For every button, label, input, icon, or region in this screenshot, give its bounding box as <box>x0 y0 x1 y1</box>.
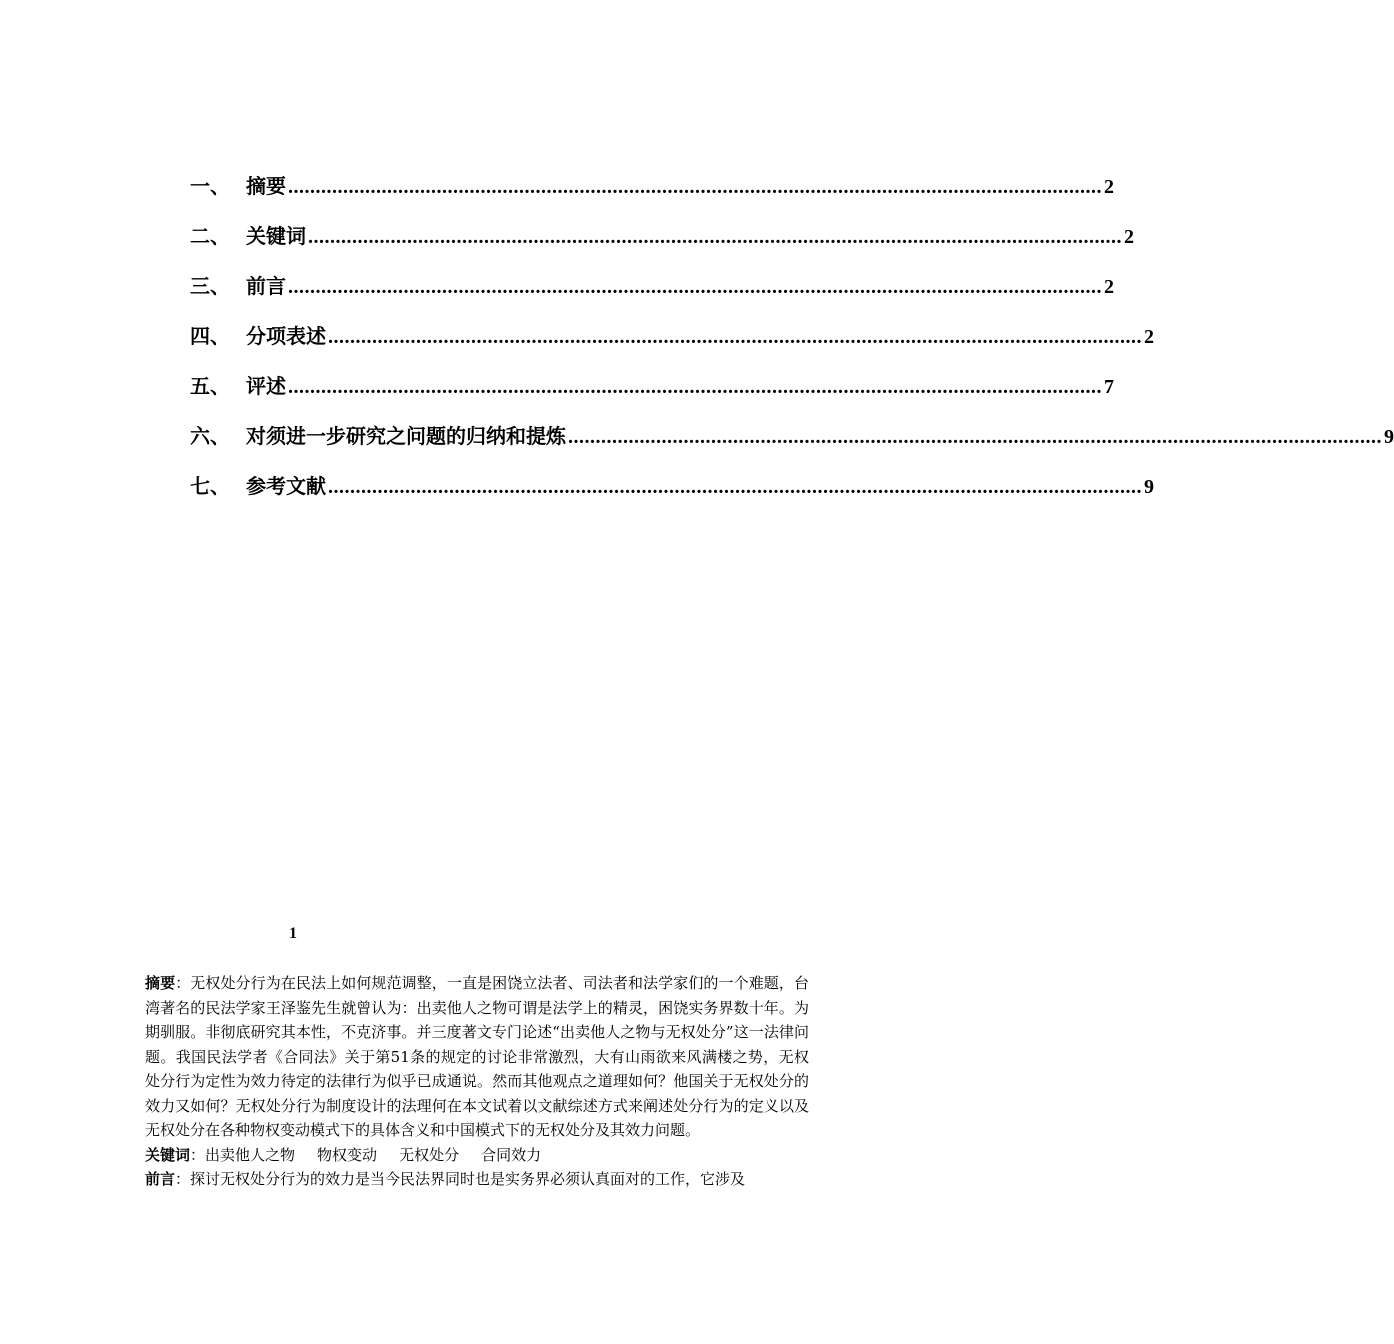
toc-entry-title: 前言 <box>246 274 286 298</box>
toc-leader-dots: .................................................................................................................................................... <box>568 426 1382 448</box>
toc-entry[interactable] <box>190 370 1114 420</box>
toc-entry-number: 七、 <box>190 474 230 498</box>
toc-leader-dots: .................................................................................................................................................... <box>288 276 1102 298</box>
toc-entry-title: 分项表述 <box>246 324 326 348</box>
toc-entry[interactable] <box>190 470 1154 520</box>
toc-entry[interactable] <box>190 320 1154 370</box>
toc-leader-dots: .................................................................................................................................................... <box>288 176 1102 198</box>
preface-paragraph <box>145 1167 809 1192</box>
toc-entry-number: 二、 <box>190 224 230 248</box>
toc-leader-dots: .................................................................................................................................................... <box>308 226 1122 248</box>
keywords-paragraph <box>145 1143 809 1168</box>
keywords-separator: ： <box>190 1145 206 1164</box>
preface-text: ：探讨无权处分行为的效力是当今民法界同时也是实务界必须认真面对的工作，它涉及 <box>175 1170 746 1188</box>
toc-leader-dots: .................................................................................................................................................... <box>328 476 1142 498</box>
keywords-label: 关键词 <box>145 1145 191 1164</box>
toc-entry-page: 9 <box>1144 476 1154 498</box>
toc-leader-dots: .................................................................................................................................................... <box>288 376 1102 398</box>
toc-entry[interactable] <box>190 220 1134 270</box>
toc-entry-number: 五、 <box>190 374 230 398</box>
toc-entry-number: 六、 <box>190 424 230 448</box>
preface-label: 前言 <box>145 1170 176 1188</box>
abstract-paragraph <box>145 971 809 1143</box>
toc-entry-number: 四、 <box>190 324 230 348</box>
toc-entry[interactable] <box>190 420 1394 470</box>
toc-entry-title: 参考文献 <box>246 474 326 498</box>
toc-entry-page: 9 <box>1384 426 1394 448</box>
toc-entry-page: 2 <box>1104 176 1114 198</box>
toc-entry[interactable] <box>190 270 1114 320</box>
abstract-label: 摘要 <box>145 974 176 992</box>
toc-entry-page: 7 <box>1104 376 1114 398</box>
toc-leader-dots: .................................................................................................................................................... <box>328 326 1142 348</box>
toc-entry-number: 一、 <box>190 174 230 198</box>
keyword: 无权处分 <box>399 1145 460 1164</box>
toc-entry-page: 2 <box>1104 276 1114 298</box>
toc-entry-title: 摘要 <box>246 174 286 198</box>
table-of-contents <box>190 170 1394 520</box>
document-body <box>145 971 809 1192</box>
toc-entry-title: 评述 <box>246 374 286 398</box>
abstract-text: ：无权处分行为在民法上如何规范调整，一直是困饶立法者、司法者和法学家们的一个难题，台湾著名的民法学家王泽鉴先生就曾认为：出卖他人之物可谓是法学上的精灵，困饶实务界数十年。为期驯服。非彻底研究其本性，不克济事。并三度著文专门论述“出卖他人之物与无权处分”这一法律问题。我国民法学者《合同法》关于第51条的规定的讨论非常激烈，大有山雨欲来风满楼之势，无权处分行为定性为效力待定的法律行为似乎已成通说。然而其他观点之道理如何？他国关于无权处分的效力又如何？无权处分行为制度设计的法理何在本文试着以文献综述方式来阐述处分行为的定义以及无权处分在各种物权变动模式下的具体含义和中国模式下的无权处分及其效力问题。 <box>145 974 809 1139</box>
keyword: 出卖他人之物 <box>205 1145 296 1164</box>
keyword: 合同效力 <box>481 1145 542 1164</box>
toc-entry-page: 2 <box>1124 226 1134 248</box>
toc-entry[interactable] <box>190 170 1114 220</box>
keyword: 物权变动 <box>317 1145 378 1164</box>
toc-entry-title: 对须进一步研究之问题的归纳和提炼 <box>246 424 566 448</box>
toc-entry-title: 关键词 <box>246 224 306 248</box>
toc-entry-number: 三、 <box>190 274 230 298</box>
toc-entry-page: 2 <box>1144 326 1154 348</box>
page-number: 1 <box>289 925 297 942</box>
